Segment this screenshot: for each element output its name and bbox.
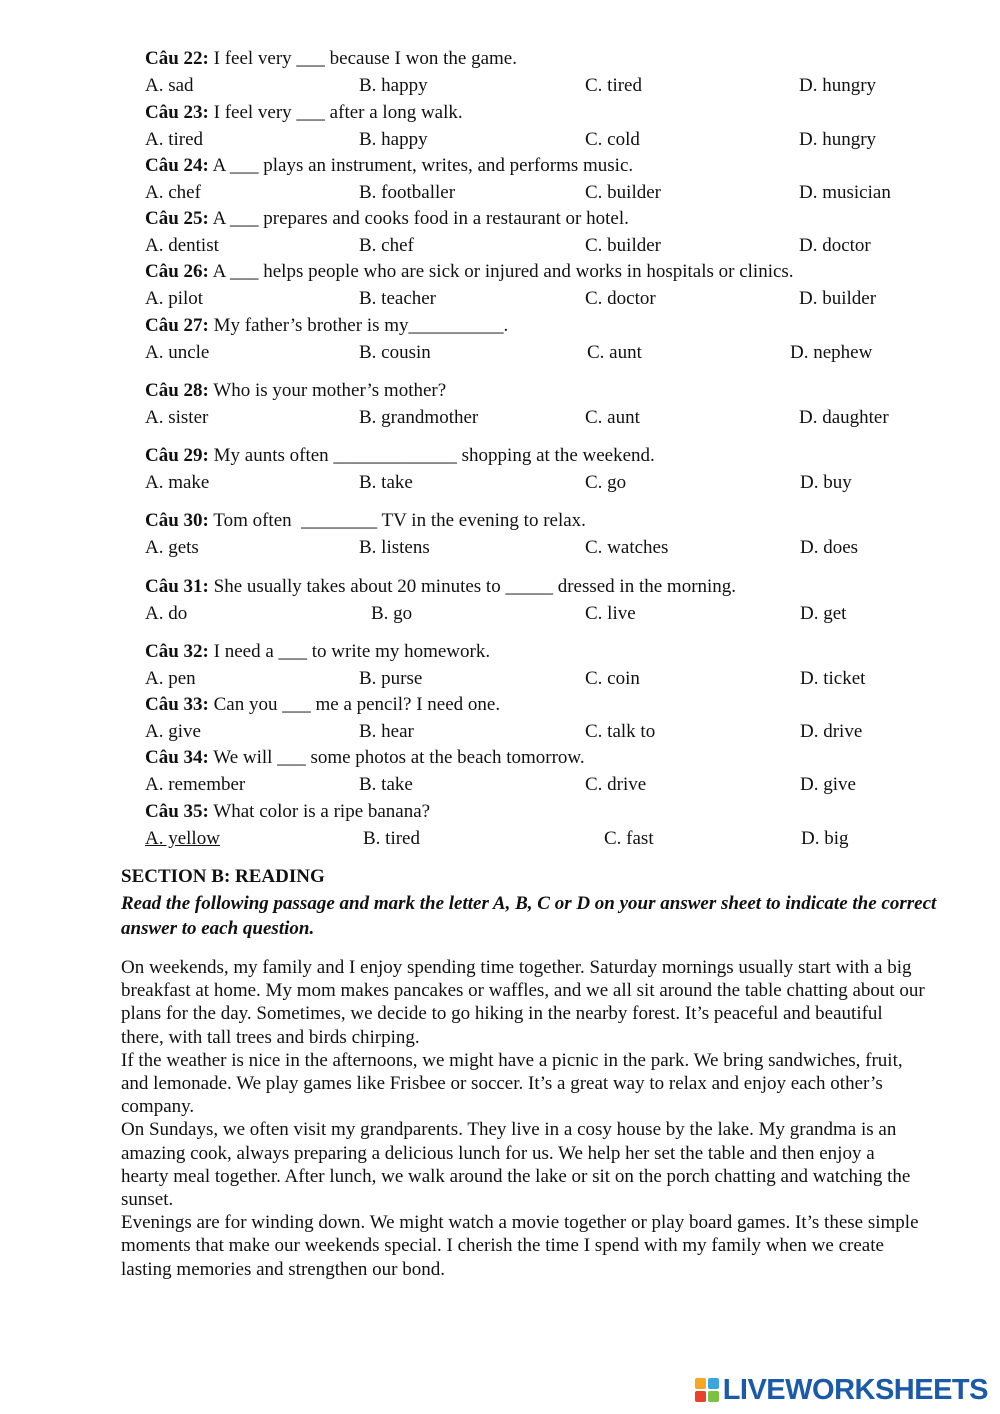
option-b[interactable]: B. purse (359, 668, 423, 689)
passage-paragraph: If the weather is nice in the afternoons, we might have a picnic in the park. We bring sandwiches, fruit, and lemonade. We play games like Frisbee or soccer. It’s a great way to relax and enjoy each other’s company. (121, 1049, 903, 1118)
options-29 (0, 471, 1000, 495)
option-c[interactable]: C. cold (585, 129, 640, 150)
option-a[interactable]: A. sister (145, 407, 209, 428)
question-text: I need a ___ to write my homework. (213, 641, 491, 662)
question-text: She usually takes about 20 minutes to _____ dressed in the morning. (213, 576, 737, 597)
logo-mark-icon (694, 1377, 720, 1403)
option-c[interactable]: C. watches (585, 537, 669, 558)
option-a[interactable]: A. gets (145, 537, 199, 558)
question-32 (145, 640, 965, 664)
passage-paragraph: On Sundays, we often visit my grandparents. They live in a cosy house by the lake. My grandma is an amazing cook, always preparing a delicious lunch for us. We help her set the table and then enjoy a hearty meal together. After lunch, we walk around the lake or sit on the porch chatting and watching the sunset. (121, 1119, 911, 1211)
question-text: My father’s brother is my__________. (213, 315, 509, 336)
option-a[interactable]: A. make (145, 472, 210, 493)
option-a[interactable]: A. do (145, 603, 188, 624)
option-b[interactable]: B. happy (359, 129, 428, 150)
question-22 (145, 47, 965, 71)
option-c[interactable]: C. coin (585, 668, 640, 689)
options-33 (0, 720, 1000, 744)
option-c[interactable]: C. builder (585, 235, 661, 256)
question-text: I feel very ___ because I won the game. (213, 48, 517, 69)
option-b[interactable]: B. chef (359, 235, 414, 256)
passage-paragraph: Evenings are for winding down. We might watch a movie together or play board games. It’s these simple moments that make our weekends special. I cherish the time I spend with my family when we create lasting memories and strengthen our bond. (121, 1212, 919, 1280)
question-25 (145, 207, 965, 231)
option-b[interactable]: B. teacher (359, 288, 437, 309)
option-c[interactable]: C. aunt (587, 342, 642, 363)
options-26 (0, 287, 1000, 311)
question-35 (145, 800, 965, 824)
question-28 (145, 379, 965, 403)
option-b[interactable]: B. take (359, 774, 413, 795)
options-28 (0, 406, 1000, 430)
option-d[interactable]: D. daughter (799, 407, 889, 428)
question-number: Câu 35: (145, 801, 209, 822)
options-32 (0, 667, 1000, 691)
option-c[interactable]: C. live (585, 603, 636, 624)
option-c[interactable]: C. tired (585, 75, 642, 96)
question-text: We will ___ some photos at the beach tomorrow. (213, 747, 585, 768)
question-number: Câu 25: (145, 208, 209, 229)
question-number: Câu 31: (145, 576, 209, 597)
option-a[interactable]: A. uncle (145, 342, 210, 363)
options-22 (0, 74, 1000, 98)
question-text: A ___ prepares and cooks food in a restaurant or hotel. (212, 208, 629, 229)
option-d[interactable]: D. get (800, 603, 847, 624)
option-a[interactable]: A. give (145, 721, 201, 742)
options-34 (0, 773, 1000, 797)
question-33 (145, 693, 965, 717)
option-c[interactable]: C. go (585, 472, 627, 493)
question-number: Câu 27: (145, 315, 209, 336)
question-number: Câu 32: (145, 641, 209, 662)
options-27 (0, 341, 1000, 365)
question-number: Câu 28: (145, 380, 209, 401)
question-text: I feel very ___ after a long walk. (213, 102, 463, 123)
option-b[interactable]: B. hear (359, 721, 414, 742)
options-30 (0, 536, 1000, 560)
option-b[interactable]: B. happy (359, 75, 428, 96)
question-number: Câu 29: (145, 445, 209, 466)
option-d[interactable]: D. big (801, 828, 849, 849)
option-d[interactable]: D. ticket (800, 668, 866, 689)
question-number: Câu 23: (145, 102, 209, 123)
section-instruction: Read the following passage and mark the letter A, B, C or D on your answer sheet to indicate the correct answer to each question. (121, 893, 937, 939)
option-a[interactable]: A. chef (145, 182, 201, 203)
option-d[interactable]: D. hungry (799, 75, 877, 96)
option-d[interactable]: D. give (800, 774, 856, 795)
option-b[interactable]: B. cousin (359, 342, 431, 363)
liveworksheets-logo[interactable] (694, 1375, 988, 1405)
option-b[interactable]: B. go (371, 603, 413, 624)
passage-paragraph: On weekends, my family and I enjoy spending time together. Saturday mornings usually start with a big breakfast at home. My mom makes pancakes or waffles, and we all sit around the table chatting about our plans for the day. Sometimes, we decide to go hiking in the nearby forest. It’s peaceful and beautiful there, with tall trees and birds chirping. (121, 957, 925, 1048)
option-a[interactable]: A. tired (145, 129, 204, 150)
option-b[interactable]: B. take (359, 472, 413, 493)
question-34 (145, 746, 965, 770)
question-23 (145, 101, 965, 125)
question-30 (145, 509, 965, 533)
option-a-selected[interactable]: A. yellow (145, 828, 220, 849)
question-27 (145, 314, 965, 338)
question-text: A ___ plays an instrument, writes, and performs music. (212, 155, 634, 176)
option-b[interactable]: B. tired (363, 828, 420, 849)
question-number: Câu 24: (145, 155, 209, 176)
logo-text: LIVEWORKSHEETS (722, 1374, 988, 1406)
option-c[interactable]: C. builder (585, 182, 661, 203)
option-d[interactable]: D. buy (800, 472, 852, 493)
question-26 (145, 260, 965, 284)
question-text: A ___ helps people who are sick or injured and works in hospitals or clinics. (212, 261, 794, 282)
question-number: Câu 30: (145, 510, 209, 531)
question-text: Can you ___ me a pencil? I need one. (213, 694, 501, 715)
options-25 (0, 234, 1000, 258)
question-text: Who is your mother’s mother? (213, 380, 447, 401)
options-24 (0, 181, 1000, 205)
option-a[interactable]: A. dentist (145, 235, 219, 256)
question-31 (145, 575, 965, 599)
question-number: Câu 22: (145, 48, 209, 69)
option-c[interactable]: C. aunt (585, 407, 640, 428)
option-d[interactable]: D. hungry (799, 129, 877, 150)
option-c[interactable]: C. drive (585, 774, 647, 795)
question-number: Câu 33: (145, 694, 209, 715)
options-23 (0, 128, 1000, 152)
option-d[interactable]: D. drive (800, 721, 863, 742)
option-d[interactable]: D. does (800, 537, 859, 558)
options-35 (0, 827, 1000, 851)
option-a[interactable]: A. pen (145, 668, 196, 689)
option-c[interactable]: C. talk to (585, 721, 656, 742)
option-d[interactable]: D. musician (799, 182, 891, 203)
question-text: Tom often ________ TV in the evening to relax. (213, 510, 586, 531)
option-c[interactable]: C. doctor (585, 288, 656, 309)
option-a[interactable]: A. pilot (145, 288, 204, 309)
options-31 (0, 602, 1000, 626)
option-d[interactable]: D. nephew (790, 342, 873, 363)
question-29 (145, 444, 965, 468)
option-c[interactable]: C. fast (604, 828, 654, 849)
option-d[interactable]: D. builder (799, 288, 877, 309)
question-number: Câu 34: (145, 747, 209, 768)
option-b[interactable]: B. listens (359, 537, 430, 558)
option-d[interactable]: D. doctor (799, 235, 871, 256)
option-a[interactable]: A. sad (145, 75, 194, 96)
question-text: What color is a ripe banana? (213, 801, 431, 822)
question-number: Câu 26: (145, 261, 209, 282)
section-title: SECTION B: READING (121, 866, 325, 887)
question-24 (145, 154, 965, 178)
question-text: My aunts often _____________ shopping at the weekend. (213, 445, 655, 466)
option-b[interactable]: B. grandmother (359, 407, 479, 428)
option-b[interactable]: B. footballer (359, 182, 456, 203)
reading-passage (121, 956, 926, 1281)
option-a[interactable]: A. remember (145, 774, 246, 795)
